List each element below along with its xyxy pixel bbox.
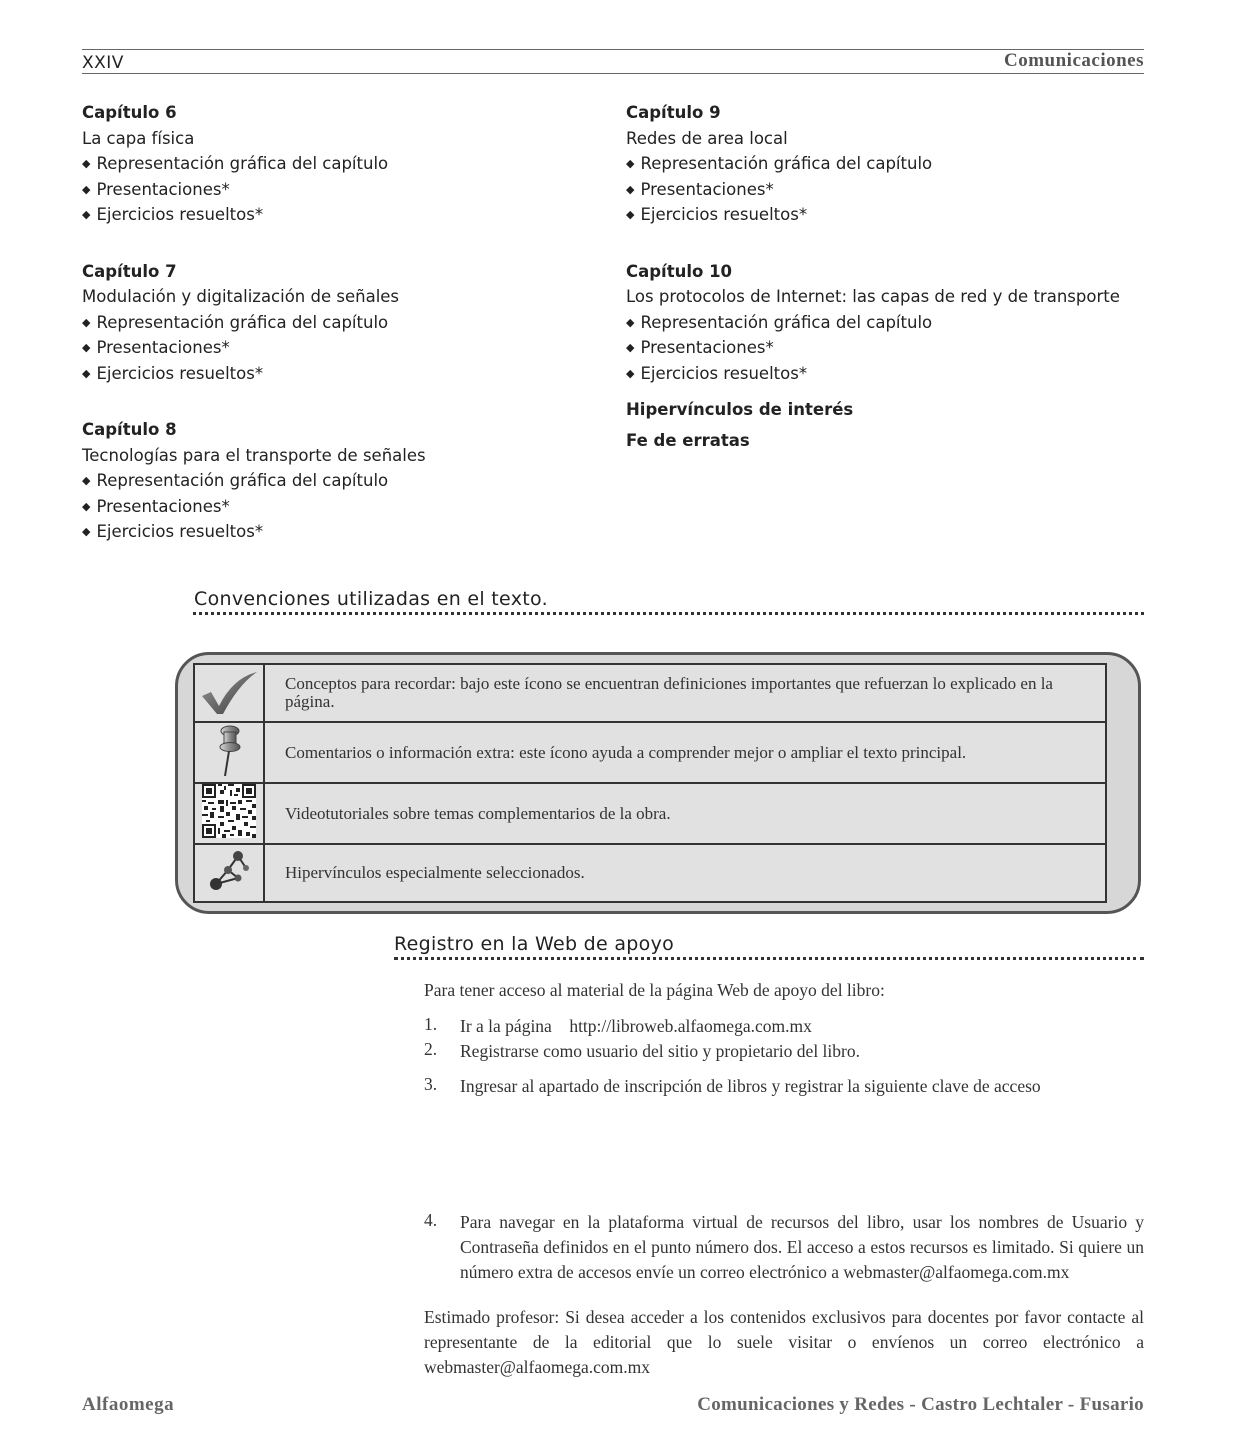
pushpin-icon — [209, 723, 249, 777]
convention-text: Comentarios o información extra: este ícono ayuda a comprender mejor o ampliar el texto principal. — [264, 722, 1106, 783]
registration-dotted-rule — [394, 957, 1144, 960]
chapter-title: Capítulo 6 — [82, 103, 177, 122]
chapter-9 — [626, 100, 1146, 228]
icon-cell — [194, 844, 264, 902]
professor-note: Estimado profesor: Si desea acceder a los contenidos exclusivos para docentes por favor contacte al representante de la editorial que lo suele visitar o envíenos un correo electrónico a webmaster@alfaomega.com.mx — [424, 1307, 1144, 1377]
diamond-bullet-icon: ◆ — [82, 499, 91, 513]
diamond-bullet-icon: ◆ — [626, 208, 635, 221]
list-item: ◆ Presentaciones* — [82, 177, 602, 203]
list-item: ◆ Ejercicios resueltos* — [82, 519, 602, 545]
diamond-bullet-icon: ◆ — [82, 315, 91, 329]
registration-title: Registro en la Web de apoyo — [394, 933, 675, 955]
chapter-title: Capítulo 8 — [82, 420, 177, 439]
chapter-subtitle: Tecnologías para el transporte de señales — [82, 445, 426, 465]
footer-publisher: Alfaomega — [82, 1394, 175, 1415]
chapter-subtitle: Los protocolos de Internet: las capas de red y de transporte — [626, 287, 1120, 306]
registration-intro: Para tener acceso al material de la página Web de apoyo del libro: — [424, 980, 885, 1000]
diamond-bullet-icon: ◆ — [82, 525, 91, 538]
network-nodes-icon — [206, 848, 252, 894]
step-text: Ir a la página http://libroweb.alfaomega.com.mx — [460, 1016, 812, 1036]
list-item: ◆ Presentaciones* — [82, 494, 602, 520]
convention-text: Hipervínculos especialmente seleccionados. — [264, 844, 1106, 902]
chapter-title: Capítulo 10 — [626, 261, 733, 281]
page-number: XXIV — [82, 53, 124, 73]
conventions-table — [193, 663, 1107, 903]
chapter-subtitle: Modulación y digitalización de señales — [82, 287, 400, 306]
conventions-dotted-rule — [193, 612, 1144, 615]
diamond-bullet-icon: ◆ — [626, 366, 635, 380]
list-item: ◆ Representación gráfica del capítulo — [82, 151, 602, 177]
convention-text: Conceptos para recordar: bajo este ícono se encuentran definiciones importantes que refuerzan lo explicado en la página. — [264, 664, 1106, 722]
list-item: ◆ Representación gráfica del capítulo — [82, 468, 602, 494]
convention-text: Videotutoriales sobre temas complementarios de la obra. — [264, 783, 1106, 844]
header-bottom-rule — [82, 73, 1144, 74]
hyperlinks-of-interest-heading: Hipervínculos de interés — [626, 400, 854, 419]
chapter-10 — [626, 259, 1146, 387]
chapters-left-column — [82, 100, 602, 576]
list-item: ◆ Ejercicios resueltos* — [82, 202, 602, 228]
list-item: ◆ Ejercicios resueltos* — [626, 361, 1146, 387]
diamond-bullet-icon: ◆ — [626, 315, 635, 329]
chapters-right-column — [626, 100, 1146, 456]
diamond-bullet-icon: ◆ — [626, 157, 635, 170]
step-text: Para navegar en la plataforma virtual de recursos del libro, usar los nombres de Usuario y Contraseña definidos en el punto número dos. El acceso a estos recursos es limitado. Si quiere un número extra de accesos envíe un correo electrónico a webmaster@alfaomega.com.mx — [460, 1212, 1144, 1282]
list-item: ◆ Presentaciones* — [82, 335, 602, 361]
chapter-title: Capítulo 7 — [82, 261, 177, 281]
list-item: ◆ Presentaciones* — [626, 335, 1146, 361]
step-text: Ingresar al apartado de inscripción de libros y registrar la siguiente clave de acceso — [460, 1076, 1041, 1096]
chapter-subtitle: Redes de area local — [626, 128, 788, 148]
diamond-bullet-icon: ◆ — [82, 474, 91, 487]
icon-cell — [194, 722, 264, 783]
table-row — [194, 722, 1106, 783]
diamond-bullet-icon: ◆ — [82, 182, 91, 196]
chapter-7 — [82, 259, 602, 387]
errata-heading: Fe de erratas — [626, 431, 750, 450]
icon-cell — [194, 783, 264, 844]
list-item: ◆ Presentaciones* — [626, 177, 1146, 203]
diamond-bullet-icon: ◆ — [82, 366, 91, 380]
list-item: ◆ Representación gráfica del capítulo — [82, 310, 602, 336]
chapter-6 — [82, 100, 602, 228]
qr-code-icon — [202, 784, 256, 838]
diamond-bullet-icon: ◆ — [82, 157, 91, 170]
icon-cell — [194, 664, 264, 722]
header-top-rule — [82, 49, 1144, 50]
running-title: Comunicaciones — [1004, 50, 1144, 71]
checkmark-icon — [199, 666, 259, 716]
list-item: ◆ Ejercicios resueltos* — [82, 361, 602, 387]
diamond-bullet-icon: ◆ — [626, 341, 635, 354]
chapter-title: Capítulo 9 — [626, 103, 721, 122]
chapter-subtitle: La capa física — [82, 128, 195, 148]
table-row — [194, 844, 1106, 902]
table-row — [194, 664, 1106, 722]
chapter-8 — [82, 417, 602, 545]
footer-book-credit: Comunicaciones y Redes - Castro Lechtaler - Fusario — [697, 1394, 1144, 1415]
diamond-bullet-icon: ◆ — [82, 208, 91, 221]
diamond-bullet-icon: ◆ — [82, 341, 91, 354]
table-row — [194, 783, 1106, 844]
list-item: ◆ Representación gráfica del capítulo — [626, 151, 1146, 177]
step-text: Registrarse como usuario del sitio y propietario del libro. — [460, 1041, 860, 1061]
list-item: ◆ Representación gráfica del capítulo — [626, 310, 1146, 336]
list-item: ◆ Ejercicios resueltos* — [626, 202, 1146, 228]
diamond-bullet-icon: ◆ — [626, 182, 635, 196]
conventions-title: Convenciones utilizadas en el texto. — [194, 588, 548, 610]
